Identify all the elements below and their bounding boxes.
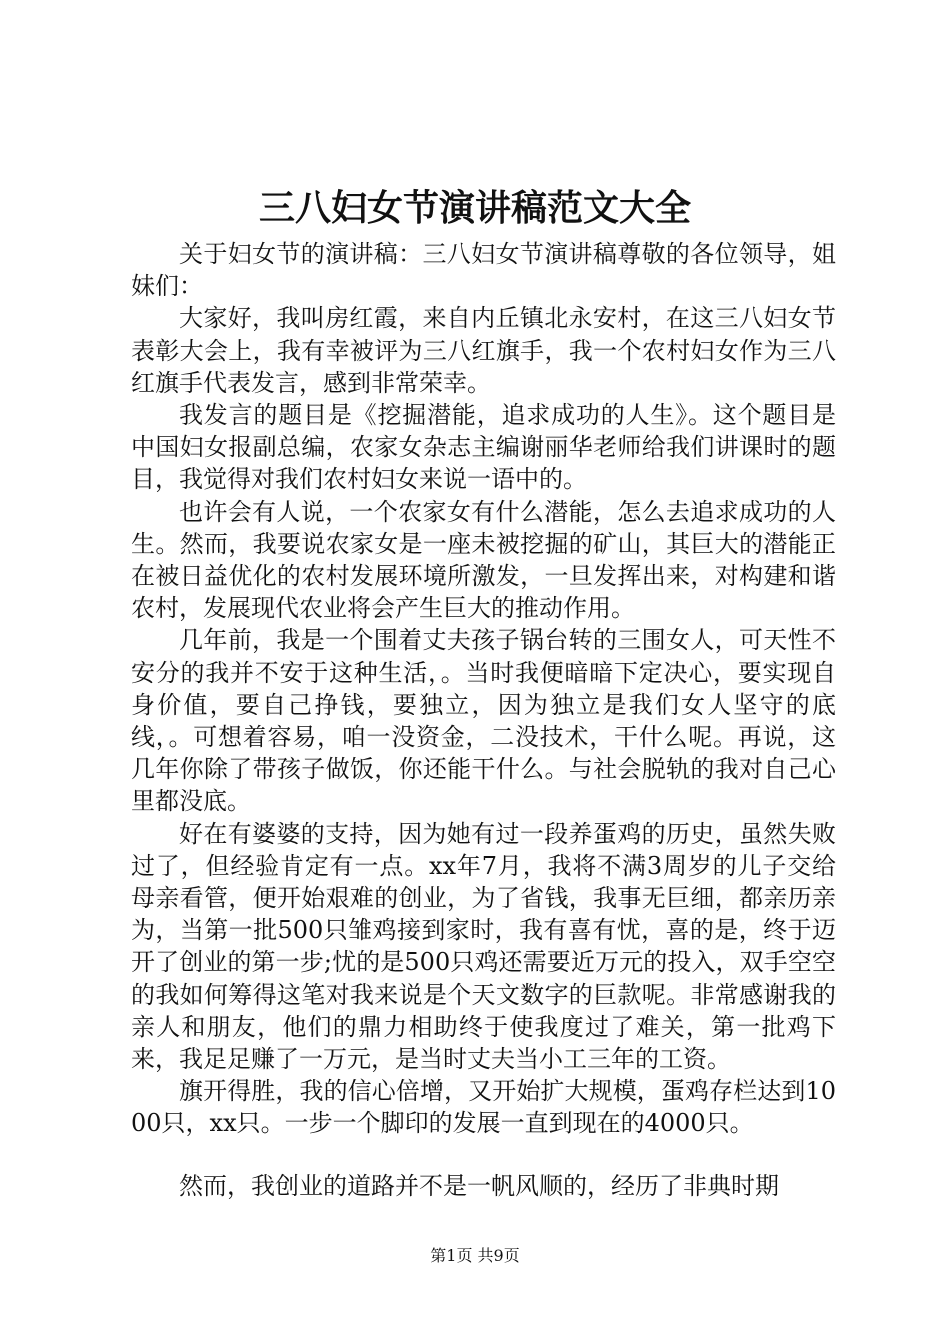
paragraph-greeting: 关于妇女节的演讲稿：三八妇女节演讲稿尊敬的各位领导，姐妹们： (131, 240, 836, 301)
document-title: 三八妇女节演讲稿范文大全 (258, 187, 691, 229)
page-number: 第1页 共9页 (430, 1246, 520, 1265)
paragraph-potential: 也许会有人说，一个农家女有什么潜能，怎么去追求成功的人生。然而，我要说农家女是一座未被挖掘的矿山，其巨大的潜能正在被日益优化的农村发展环境所激发，一旦发挥出来，对构建和谐农村，发展现代农业将会产生巨大的推动作用。 (131, 497, 836, 623)
paragraph-introduction: 大家好，我叫房红霞，来自内丘镇北永安村，在这三八妇女节表彰大会上，我有幸被评为三八红旗手，我一个农村妇女作为三八红旗手代表发言，感到非常荣幸。 (131, 304, 836, 397)
paragraph-startup: 好在有婆婆的支持，因为她有过一段养蛋鸡的历史，虽然失败过了，但经验肯定有一点。xx年7月，我将不满3周岁的儿子交给母亲看管，便开始艰难的创业，为了省钱，我事无巨细，都亲历亲为，当第一批500只雏鸡接到家时，我有喜有忧，喜的是，终于迈开了创业的第一步;忧的是500只鸡还需要近万元的投入，双手空空的我如何筹得这笔对我来说是个天文数字的巨款呢。非常感谢我的亲人和朋友，他们的鼎力相助终于使我度过了难关，第一批鸡下来，我足足赚了一万元，是当时丈夫当小工三年的工资。 (131, 819, 836, 1074)
paragraph-expansion: 旗开得胜，我的信心倍增，又开始扩大规模，蛋鸡存栏达到1000只，xx只。一步一个脚印的发展一直到现在的4000只。 (131, 1077, 836, 1138)
paragraph-topic: 我发言的题目是《挖掘潜能，追求成功的人生》。这个题目是中国妇女报副总编，农家女杂志主编谢丽华老师给我们讲课时的题目，我觉得对我们农村妇女来说一语中的。 (131, 401, 836, 494)
paragraph-hardships: 然而，我创业的道路并不是一帆风顺的，经历了非典时期 (179, 1171, 779, 1200)
document-body (131, 238, 836, 1202)
paragraph-years-ago: 几年前，我是一个围着丈夫孩子锅台转的三围女人，可天性不安分的我并不安于这种生活，。当时我便暗暗下定决心，要实现自身价值，要自己挣钱，要独立，因为独立是我们女人坚守的底线，。可想着容易，咱一没资金，二没技术，干什么呢。再说，这几年你除了带孩子做饭，你还能干什么。与社会脱轨的我对自己心里都没底。 (131, 626, 836, 816)
